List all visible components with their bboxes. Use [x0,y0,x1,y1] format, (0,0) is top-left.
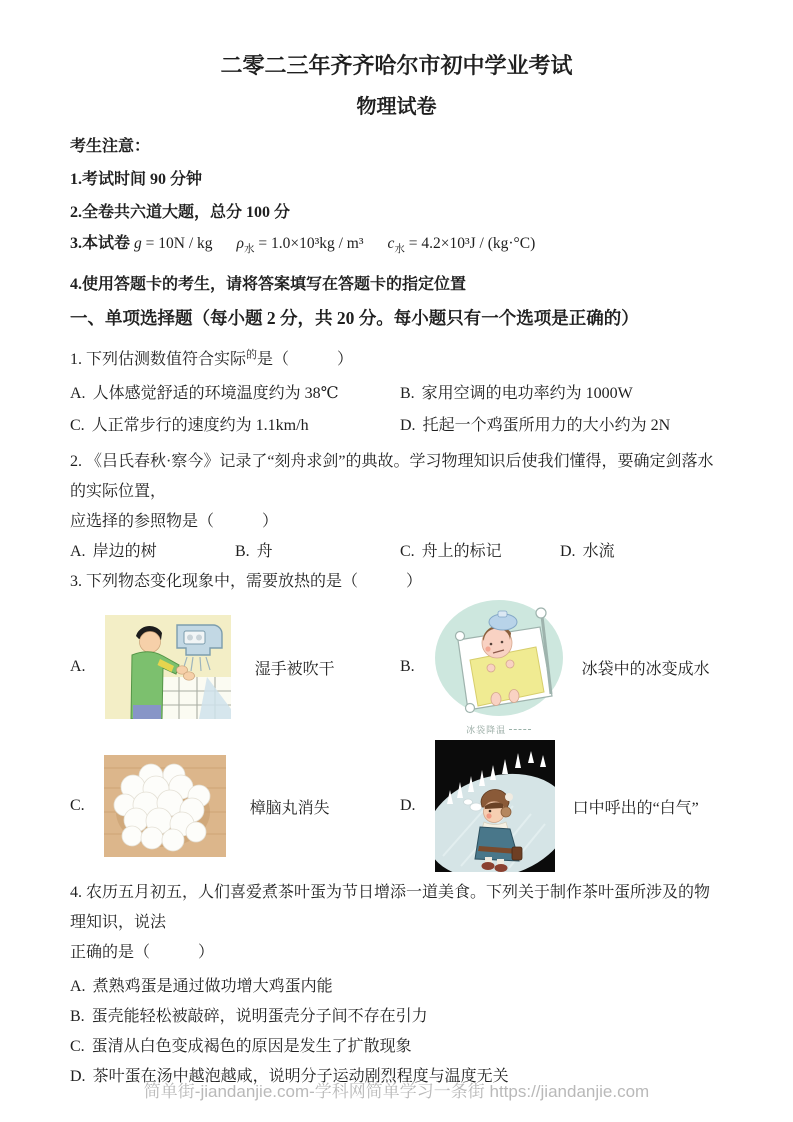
q3-option-b-note-dash [509,729,531,730]
question-3-figure-row-2 [70,740,723,872]
winter-breath-scene-image [435,740,555,872]
q2-option-b [235,541,400,563]
q4-option-b [70,1006,723,1028]
q2-option-a-text: 岸边的树 [92,543,157,561]
water-density-formula [236,235,364,256]
q1-option-d-text: 托起一个鸡蛋所用力的大小约为 2N [422,417,671,435]
q3-option-d-label: D. [400,797,416,815]
q3-option-b-note-row [466,723,531,736]
q2-option-d [560,541,723,563]
q4-option-b-label: B. [70,1008,85,1026]
mothballs-photo-image [104,755,226,857]
question-3-stem: 3. 下列物态变化现象中，需要放热的是（ ） [70,573,423,591]
notice-3-prefix: 3.本试卷 [70,235,131,252]
exam-content [0,52,793,1088]
water-specific-heat-formula [387,235,536,256]
formula-rho-subscript: 水 [243,244,255,256]
q4-option-a [70,976,723,998]
formula-rho-variable: ρ [236,235,244,252]
hand-dryer-scene-image [105,615,231,719]
q1-option-d [400,415,723,437]
exam-title: 二零二三年齐齐哈尔市初中学业考试 [220,53,573,78]
q4-option-c [70,1036,723,1058]
q2-option-c-label: C. [400,543,415,561]
q1-option-b [400,383,723,405]
q3-option-c-caption: 樟脑丸消失 [249,799,330,817]
formula-c-subscript: 水 [394,244,405,256]
watermark-footer: 简单街-jiandanjie.com-学科网简单学习一条街 https://jiandanjie.com [143,1082,650,1101]
q2-option-d-label: D. [560,543,576,561]
q3-option-a-caption: 湿手被吹干 [254,660,335,678]
notice-item-1: 1.考试时间 90 分钟 [70,171,203,188]
formula-g-value: = 10N / kg [141,235,213,252]
q3-option-b-caption: 冰袋中的冰变成水 [581,660,710,678]
q4-option-c-text: 蛋清从白色变成褐色的原因是发生了扩散现象 [91,1038,412,1056]
q4-option-d-label: D. [70,1068,86,1086]
q3-option-d [400,740,723,872]
q2-stem-line2: 应选择的参照物是（ ） [70,513,279,531]
q3-option-a-label: A. [70,658,86,676]
q2-option-b-text: 舟 [256,543,273,561]
question-2-options [70,541,723,563]
q4-option-a-text: 煮熟鸡蛋是通过做功增大鸡蛋内能 [92,978,333,996]
q1-option-c [70,415,400,437]
q2-option-b-label: B. [235,543,250,561]
q1-stem-text: 1. 下列估测数值符合实际 [70,351,247,369]
q4-option-d-text: 茶叶蛋在汤中越泡越咸，说明分子运动剧烈程度与温度无关 [92,1068,509,1086]
q2-option-c-text: 舟上的标记 [421,543,502,561]
question-3-figure-row-1 [70,598,723,736]
q4-option-b-text: 蛋壳能轻松被敲碎，说明蛋壳分子间不存在引力 [91,1008,428,1026]
q1-answer-blank: 是（ ） [257,351,354,369]
q1-option-a-label: A. [70,385,86,403]
question-1-options [70,383,723,437]
q3-option-b-figure [434,598,564,736]
q2-stem-line1: 2. 《吕氏春秋·察今》记录了“刻舟求剑”的典故。学习物理知识后使我们懂得，要确定剑落水的实际位置， [70,453,714,501]
q2-option-a [70,541,235,563]
q2-option-d-text: 水流 [582,543,615,561]
q3-option-c [70,755,400,857]
section-1-heading: 一、单项选择题（每小题 2 分，共 20 分。每小题只有一个选项是正确的） [70,308,639,329]
q1-option-a [70,383,400,405]
q3-option-c-label: C. [70,797,85,815]
q1-option-b-text: 家用空调的电功率约为 1000W [421,385,633,403]
q1-option-c-label: C. [70,417,85,435]
q2-option-c [400,541,560,563]
notice-heading: 考生注意： [70,138,151,155]
q1-stem-superscript: 的 [246,349,258,362]
q3-option-b-label: B. [400,658,415,676]
q3-option-b-note: 冰袋降温 [466,725,507,736]
gravity-constant-formula [134,235,213,252]
q1-option-b-label: B. [400,385,415,403]
baby-with-ice-pack-image [434,598,564,722]
notice-item-2: 2.全卷共六道大题，总分 100 分 [70,204,291,221]
q2-option-a-label: A. [70,543,86,561]
notice-item-4: 4.使用答题卡的考生，请将答案填写在答题卡的指定位置 [70,276,467,294]
q4-stem-line2: 正确的是（ ） [70,944,215,962]
question-1-stem [70,344,723,371]
question-4-stem [70,878,723,968]
formula-rho-value: = 1.0×10³kg / m³ [254,235,364,252]
q1-option-d-label: D. [400,417,416,435]
formula-c-value: = 4.2×10³J / (kg·°C) [404,235,536,252]
exam-subtitle: 物理试卷 [356,96,437,118]
q3-option-b [400,598,723,736]
formula-c-variable: c [387,235,395,252]
q1-option-c-text: 人正常步行的速度约为 1.1km/h [91,417,309,435]
q3-option-a [70,615,400,719]
notice-item-3 [70,231,723,263]
q4-stem-line1: 4. 农历五月初五，人们喜爱煮茶叶蛋为节日增添一道美食。下列关于制作茶叶蛋所涉及的物理知识，说法 [70,884,711,932]
q4-option-c-label: C. [70,1038,85,1056]
q4-option-a-label: A. [70,978,86,996]
question-2-stem [70,447,723,537]
q1-option-a-text: 人体感觉舒适的环境温度约为 38℃ [92,385,339,403]
formula-g-variable: g [134,235,142,252]
q3-option-d-caption: 口中呼出的“白气” [572,799,699,817]
